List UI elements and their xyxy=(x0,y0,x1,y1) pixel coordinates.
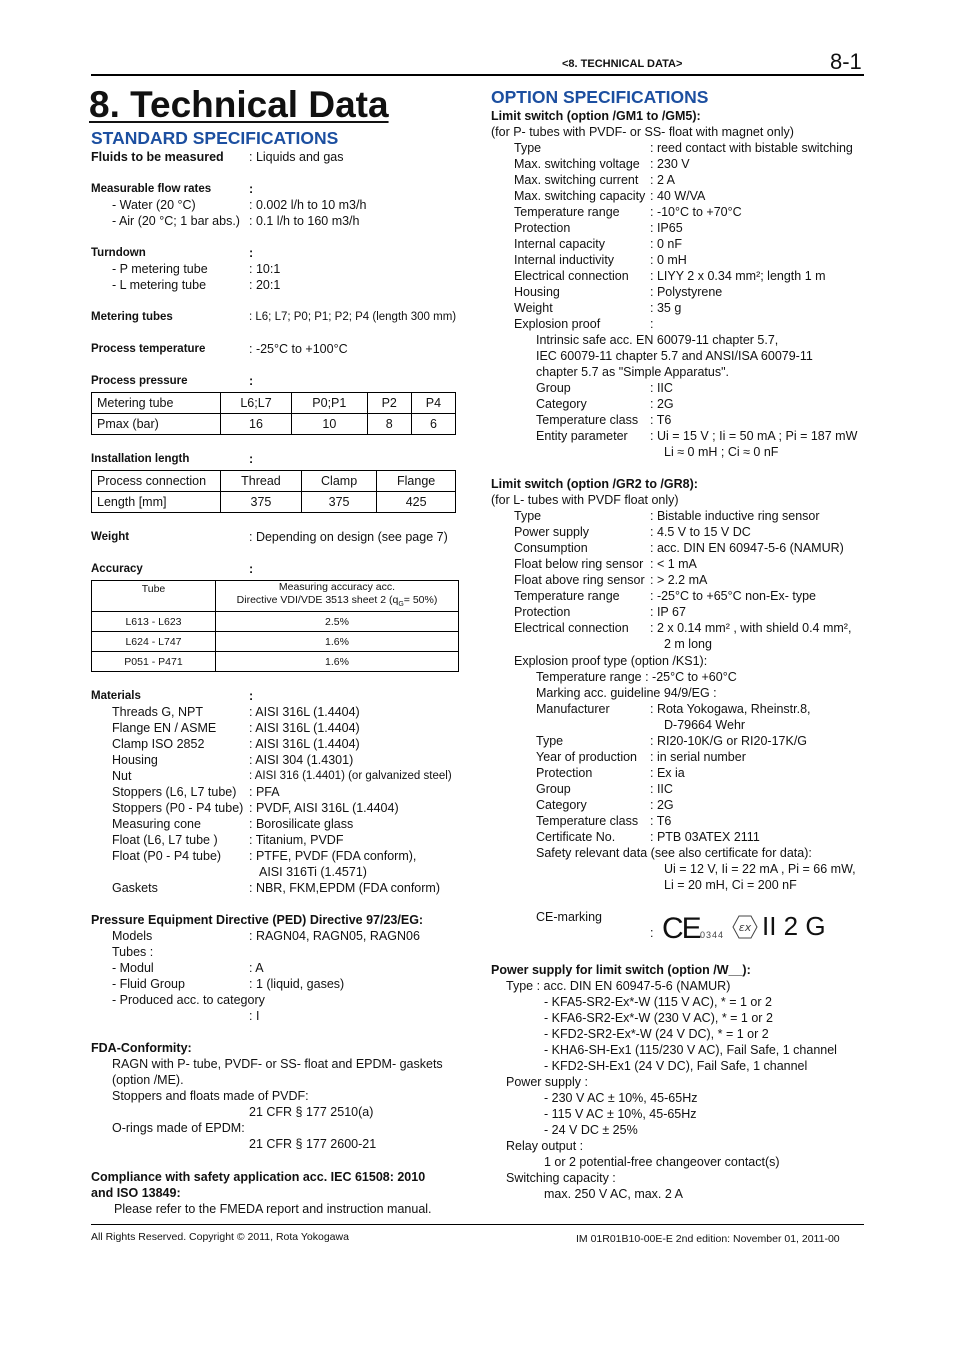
gr-ex-spec-value: : RI20-10K/G or RI20-17K/G xyxy=(650,734,808,748)
pressure-table xyxy=(91,392,456,435)
pressure-colon: : xyxy=(249,374,254,388)
flow-colon: : xyxy=(249,182,254,196)
pw-type-item: - KFD2-SH-Ex1 (24 V DC), Fail Safe, 1 channel xyxy=(544,1059,808,1073)
material-value: : PFA xyxy=(249,785,280,799)
pw-type-item: - KFA6-SR2-Ex*-W (230 V AC), * = 1 or 2 xyxy=(544,1011,773,1025)
table-cell: P4 xyxy=(411,393,455,414)
material-label: Threads G, NPT xyxy=(112,705,203,719)
table-cell: Flange xyxy=(377,471,456,492)
table-cell: Pmax (bar) xyxy=(92,414,221,435)
table-cell: 375 xyxy=(301,492,376,513)
table-cell: 1.6% xyxy=(216,632,459,652)
pw-type-item: - KFD2-SR2-Ex*-W (24 V DC), * = 1 or 2 xyxy=(544,1027,769,1041)
gr-ex-spec-label: Manufacturer xyxy=(536,702,610,716)
iec-line2: and ISO 13849: xyxy=(91,1186,181,1200)
install-colon: : xyxy=(249,452,254,466)
turndown-label: Turndown xyxy=(91,247,146,259)
temp-label: Process temperature xyxy=(91,343,206,355)
gr-ex-spec-value: D-79664 Wehr xyxy=(664,718,746,732)
tubes-value: : L6; L7; P0; P1; P2; P4 (length 300 mm) xyxy=(249,311,457,323)
pw-type-item: - KHA6-SH-Ex1 (115/230 V AC), Fail Safe, 1 channel xyxy=(544,1043,837,1057)
gr-spec-label: Power supply xyxy=(514,525,590,539)
gr-spec-label: Float below ring sensor xyxy=(514,557,644,571)
material-label: Measuring cone xyxy=(112,817,201,831)
table-row xyxy=(92,471,456,492)
material-value: : AISI 316L (1.4404) xyxy=(249,737,360,751)
p-tube-label: - P metering tube xyxy=(112,262,208,276)
table-cell: Clamp xyxy=(301,471,376,492)
pw-label: Power supply for limit switch (option /W__): xyxy=(491,963,751,977)
gm-ex-spec-label: Group xyxy=(536,381,571,395)
material-label: Nut xyxy=(112,769,132,783)
footer-rule xyxy=(91,1224,864,1225)
table-row xyxy=(92,581,459,612)
fda-line4: 21 CFR § 177 2510(a) xyxy=(249,1105,374,1119)
table-cell xyxy=(216,581,459,612)
table-row xyxy=(92,612,459,632)
ped-modul-value: : A xyxy=(249,961,264,975)
material-value: : AISI 304 (1.4301) xyxy=(249,753,354,767)
gm-spec-label: Protection xyxy=(514,221,571,235)
air-label: - Air (20 °C; 1 bar abs.) xyxy=(112,214,240,228)
gr-spec-value: : 4.5 V to 15 V DC xyxy=(650,525,751,539)
gm-spec-label: Internal inductivity xyxy=(514,253,615,267)
gr-sub: (for L- tubes with PVDF float only) xyxy=(491,493,679,507)
gr-ex-spec-label: Type xyxy=(536,734,564,748)
gr-spec-value: 2 m long xyxy=(664,637,712,651)
gr-spec-value: : < 1 mA xyxy=(650,557,697,571)
gr-ex-spec-value: : Ex ia xyxy=(650,766,685,780)
option-heading: OPTION SPECIFICATIONS xyxy=(491,87,709,107)
gr-ex-spec-value: : Rota Yokogawa, Rheinstr.8, xyxy=(650,702,811,716)
material-value: AISI 316Ti (1.4571) xyxy=(259,865,367,879)
accuracy-colon: : xyxy=(249,562,254,576)
section-label: <8. TECHNICAL DATA> xyxy=(562,58,683,70)
acc-header-sub: G xyxy=(398,601,404,609)
gm-ex-spec-label: Temperature class xyxy=(536,413,639,427)
gr-spec-value: : Bistable inductive ring sensor xyxy=(650,509,820,523)
gr-spec-value: : IP 67 xyxy=(650,605,686,619)
gr-label: Limit switch (option /GR2 to /GR8): xyxy=(491,477,698,491)
material-value: : AISI 316L (1.4404) xyxy=(249,721,360,735)
gm-spec-label: Max. switching current xyxy=(514,173,639,187)
gr-ex-spec-label: Certificate No. xyxy=(536,830,616,844)
iec-line1: Compliance with safety application acc. IEC 61508: 2010 xyxy=(91,1170,426,1184)
gr-ex-spec-value: : IIC xyxy=(650,782,673,796)
gm-spec-value: : LIYY 2 x 0.34 mm²; length 1 m xyxy=(650,269,826,283)
ped-cat-value: : I xyxy=(249,1009,260,1023)
material-value: : NBR, FKM,EPDM (FDA conform) xyxy=(249,881,440,895)
table-cell: 8 xyxy=(367,414,411,435)
gr-ex-spec-label: Protection xyxy=(536,766,593,780)
pw-supply-item: - 115 V AC ± 10%, 45-65Hz xyxy=(544,1107,697,1121)
l-tube-value: : 20:1 xyxy=(249,278,281,292)
fda-line5: O-rings made of EPDM: xyxy=(112,1121,245,1135)
gm-spec-value: : 35 g xyxy=(650,301,682,315)
gr-ex-spec-label: Group xyxy=(536,782,571,796)
gm-spec-label: Housing xyxy=(514,285,560,299)
gr-spec-label: Float above ring sensor xyxy=(514,573,645,587)
material-label: Float (P0 - P4 tube) xyxy=(112,849,222,863)
table-cell: 16 xyxy=(221,414,292,435)
table-row xyxy=(92,393,456,414)
pw-type: Type : acc. DIN EN 60947-5-6 (NAMUR) xyxy=(506,979,731,993)
pw-supply: Power supply : xyxy=(506,1075,588,1089)
ce-colon: : xyxy=(650,926,654,940)
gm-sub: (for P- tubes with PVDF- or SS- float with magnet only) xyxy=(491,125,794,139)
gm-ex-spec-value: Li ≈ 0 mH ; Ci ≈ 0 nF xyxy=(664,445,779,459)
gr-safety-2: Li = 20 mH, Ci = 200 nF xyxy=(664,878,797,892)
gr-ex-spec-value: : 2G xyxy=(650,798,674,812)
gr-spec-label: Temperature range xyxy=(514,589,620,603)
material-value: : PVDF, AISI 316L (1.4404) xyxy=(249,801,399,815)
gr-spec-label: Protection xyxy=(514,605,571,619)
gr-spec-value: : -25°C to +65°C non-Ex- type xyxy=(650,589,816,603)
table-cell: P2 xyxy=(367,393,411,414)
svg-text:εx: εx xyxy=(738,921,752,934)
fda-line2: (option /ME). xyxy=(112,1073,184,1087)
table-cell: P051 - P471 xyxy=(92,652,216,672)
fluids-value: : Liquids and gas xyxy=(249,150,344,164)
table-row xyxy=(92,652,459,672)
material-value: : PTFE, PVDF (FDA conform), xyxy=(249,849,417,863)
footer-copyright: All Rights Reserved. Copyright © 2011, Rota Yokogawa xyxy=(91,1231,349,1243)
ce-mark: CE xyxy=(662,912,700,945)
gm-spec-value: : 0 mH xyxy=(650,253,687,267)
gm-spec-label: Internal capacity xyxy=(514,237,606,251)
acc-header-line1: Measuring accuracy acc. xyxy=(278,581,396,593)
ped-cat-label: - Produced acc. to category xyxy=(112,993,265,1007)
fluids-label: Fluids to be measured xyxy=(91,150,224,164)
gr-ex-marking: Marking acc. guideline 94/9/EG : xyxy=(536,686,717,700)
fda-line1: RAGN with P- tube, PVDF- or SS- float and EPDM- gaskets xyxy=(112,1057,443,1071)
gm-ex-spec-value: : IIC xyxy=(650,381,673,395)
material-value: : AISI 316 (1.4401) (or galvanized steel) xyxy=(249,770,452,782)
accuracy-table xyxy=(91,580,459,672)
header-rule xyxy=(91,74,864,76)
gm-ex-text-line: chapter 5.7 as "Simple Apparatus". xyxy=(536,365,730,379)
acc-header-line2: Directive VDI/VDE 3513 sheet 2 (q xyxy=(236,594,399,606)
materials-label: Materials xyxy=(91,690,141,702)
install-label: Installation length xyxy=(91,453,190,465)
table-cell: Process connection xyxy=(92,471,221,492)
gm-spec-value: : 0 nF xyxy=(650,237,682,251)
table-row xyxy=(92,492,456,513)
gm-spec-value: : reed contact with bistable switching xyxy=(650,141,853,155)
ped-models-value: : RAGN04, RAGN05, RAGN06 xyxy=(249,929,420,943)
table-cell: Thread xyxy=(221,471,302,492)
gr-ex-spec-label: Year of production xyxy=(536,750,638,764)
gr-spec-label: Electrical connection xyxy=(514,621,629,635)
fda-label: FDA-Conformity: xyxy=(91,1041,192,1055)
pw-relay: Relay output : xyxy=(506,1139,584,1153)
material-value: : Borosilicate glass xyxy=(249,817,354,831)
footer-doc-id: IM 01R01B10-00E-E 2nd edition: November 01, 2011-00 xyxy=(576,1233,840,1245)
gm-spec-label: Type xyxy=(514,141,542,155)
acc-header-end: = 50%) xyxy=(403,594,438,606)
ex-group-marking: II 2 G xyxy=(762,911,826,941)
table-cell: Metering tube xyxy=(92,393,221,414)
gm-spec-value: : IP65 xyxy=(650,221,683,235)
gr-ex-spec-value: : T6 xyxy=(650,814,672,828)
table-cell: 1.6% xyxy=(216,652,459,672)
gm-spec-value: : 2 A xyxy=(650,173,676,187)
material-label: Housing xyxy=(112,753,158,767)
material-label: Gaskets xyxy=(112,881,158,895)
ped-fluid-label: - Fluid Group xyxy=(112,977,185,991)
pw-supply-item: - 230 V AC ± 10%, 45-65Hz xyxy=(544,1091,698,1105)
gr-safety: Safety relevant data (see also certificate for data): xyxy=(536,846,812,860)
table-row xyxy=(92,632,459,652)
water-label: - Water (20 °C) xyxy=(112,198,196,212)
material-label: Float (L6, L7 tube ) xyxy=(112,833,218,847)
tubes-label: Metering tubes xyxy=(91,311,173,323)
gm-spec-label: Max. switching capacity xyxy=(514,189,646,203)
gm-spec-value: : 40 W/VA xyxy=(650,189,706,203)
temp-value: : -25°C to +100°C xyxy=(249,342,348,356)
air-value: : 0.1 l/h to 160 m3/h xyxy=(249,214,360,228)
gr-ex-temp: Temperature range : -25°C to +60°C xyxy=(536,670,737,684)
gm-ex-spec-value: : Ui = 15 V ; Ii = 50 mA ; Pi = 187 mW xyxy=(650,429,858,443)
table-cell: P0;P1 xyxy=(292,393,368,414)
pw-type-item: - KFA5-SR2-Ex*-W (115 V AC), * = 1 or 2 xyxy=(544,995,772,1009)
ped-fluid-value: : 1 (liquid, gases) xyxy=(249,977,345,991)
gm-spec-label: Temperature range xyxy=(514,205,620,219)
weight-label: Weight xyxy=(91,531,130,543)
material-label: Flange EN / ASME xyxy=(112,721,217,735)
gm-ex-text-line: IEC 60079-11 chapter 5.7 and ANSI/ISA 60079-11 xyxy=(536,349,813,363)
flow-label: Measurable flow rates xyxy=(91,183,212,195)
l-tube-label: - L metering tube xyxy=(112,278,207,292)
pressure-label: Process pressure xyxy=(91,375,188,387)
gm-spec-value: : Polystyrene xyxy=(650,285,723,299)
gm-ex-spec-label: Entity parameter xyxy=(536,429,628,443)
table-cell: L6;L7 xyxy=(221,393,292,414)
gm-spec-value: : -10°C to +70°C xyxy=(650,205,742,219)
table-cell: L624 - L747 xyxy=(92,632,216,652)
iec-line3: Please refer to the FMEDA report and instruction manual. xyxy=(114,1202,432,1216)
table-cell: 425 xyxy=(377,492,456,513)
ped-models-label: Models xyxy=(112,929,153,943)
ce-label: CE-marking xyxy=(536,910,602,924)
table-cell: Length [mm] xyxy=(92,492,221,513)
pw-switch: Switching capacity : xyxy=(506,1171,616,1185)
accuracy-label: Accuracy xyxy=(91,563,143,575)
gm-ex-spec-label: Category xyxy=(536,397,587,411)
material-label: Stoppers (L6, L7 tube) xyxy=(112,785,237,799)
table-cell: 10 xyxy=(292,414,368,435)
gr-spec-value: : 2 x 0.14 mm² , with shield 0.4 mm², xyxy=(650,621,852,635)
table-cell: Tube xyxy=(92,581,216,612)
gr-spec-label: Type xyxy=(514,509,542,523)
gr-ex-spec-value: : PTB 03ATEX 2111 xyxy=(650,830,760,844)
ped-tubes: Tubes : xyxy=(112,945,154,959)
gm-spec-value: : xyxy=(650,317,654,331)
ce-notified-body: 0344 xyxy=(700,930,725,940)
table-cell: 6 xyxy=(411,414,455,435)
material-value: : Titanium, PVDF xyxy=(249,833,344,847)
p-tube-value: : 10:1 xyxy=(249,262,281,276)
gm-spec-label: Max. switching voltage xyxy=(514,157,640,171)
materials-colon: : xyxy=(249,689,254,703)
material-value: : AISI 316L (1.4404) xyxy=(249,705,360,719)
ped-modul-label: - Modul xyxy=(112,961,154,975)
gm-ex-spec-value: : T6 xyxy=(650,413,672,427)
pw-supply-item: - 24 V DC ± 25% xyxy=(544,1123,638,1137)
table-row xyxy=(92,414,456,435)
material-label: Stoppers (P0 - P4 tube) xyxy=(112,801,244,815)
material-label: Clamp ISO 2852 xyxy=(112,737,205,751)
gm-ex-text-line: Intrinsic safe acc. EN 60079-11 chapter 5.7, xyxy=(536,333,779,347)
gr-ex-label: Explosion proof type (option /KS1): xyxy=(514,654,708,668)
gr-spec-value: : > 2.2 mA xyxy=(650,573,708,587)
gr-safety-1: Ui = 12 V, Ii = 22 mA , Pi = 66 mW, xyxy=(664,862,856,876)
gr-ex-spec-value: : in serial number xyxy=(650,750,746,764)
table-cell: L613 - L623 xyxy=(92,612,216,632)
gm-spec-label: Weight xyxy=(514,301,553,315)
weight-value: : Depending on design (see page 7) xyxy=(249,530,448,544)
ex-hexagon-icon xyxy=(732,915,758,942)
turndown-colon: : xyxy=(249,246,254,260)
pw-relay-value: 1 or 2 potential-free changeover contact(s) xyxy=(544,1155,780,1169)
standard-heading: STANDARD SPECIFICATIONS xyxy=(91,128,339,148)
gr-ex-spec-label: Category xyxy=(536,798,587,812)
gm-spec-label: Explosion proof xyxy=(514,317,601,331)
install-table xyxy=(91,470,456,513)
gm-label: Limit switch (option /GM1 to /GM5): xyxy=(491,109,701,123)
gm-ex-spec-value: : 2G xyxy=(650,397,674,411)
gm-spec-label: Electrical connection xyxy=(514,269,629,283)
page-title: 8. Technical Data xyxy=(89,84,389,125)
table-cell: 2.5% xyxy=(216,612,459,632)
ped-label: Pressure Equipment Directive (PED) Directive 97/23/EG: xyxy=(91,913,424,927)
pw-switch-value: max. 250 V AC, max. 2 A xyxy=(544,1187,683,1201)
gr-ex-spec-label: Temperature class xyxy=(536,814,639,828)
gm-spec-value: : 230 V xyxy=(650,157,690,171)
water-value: : 0.002 l/h to 10 m3/h xyxy=(249,198,367,212)
fda-line6: 21 CFR § 177 2600-21 xyxy=(249,1137,377,1151)
gr-spec-value: : acc. DIN EN 60947-5-6 (NAMUR) xyxy=(650,541,844,555)
table-cell: 375 xyxy=(221,492,302,513)
page-number: 8-1 xyxy=(830,49,862,74)
gr-spec-label: Consumption xyxy=(514,541,588,555)
fda-line3: Stoppers and floats made of PVDF: xyxy=(112,1089,309,1103)
